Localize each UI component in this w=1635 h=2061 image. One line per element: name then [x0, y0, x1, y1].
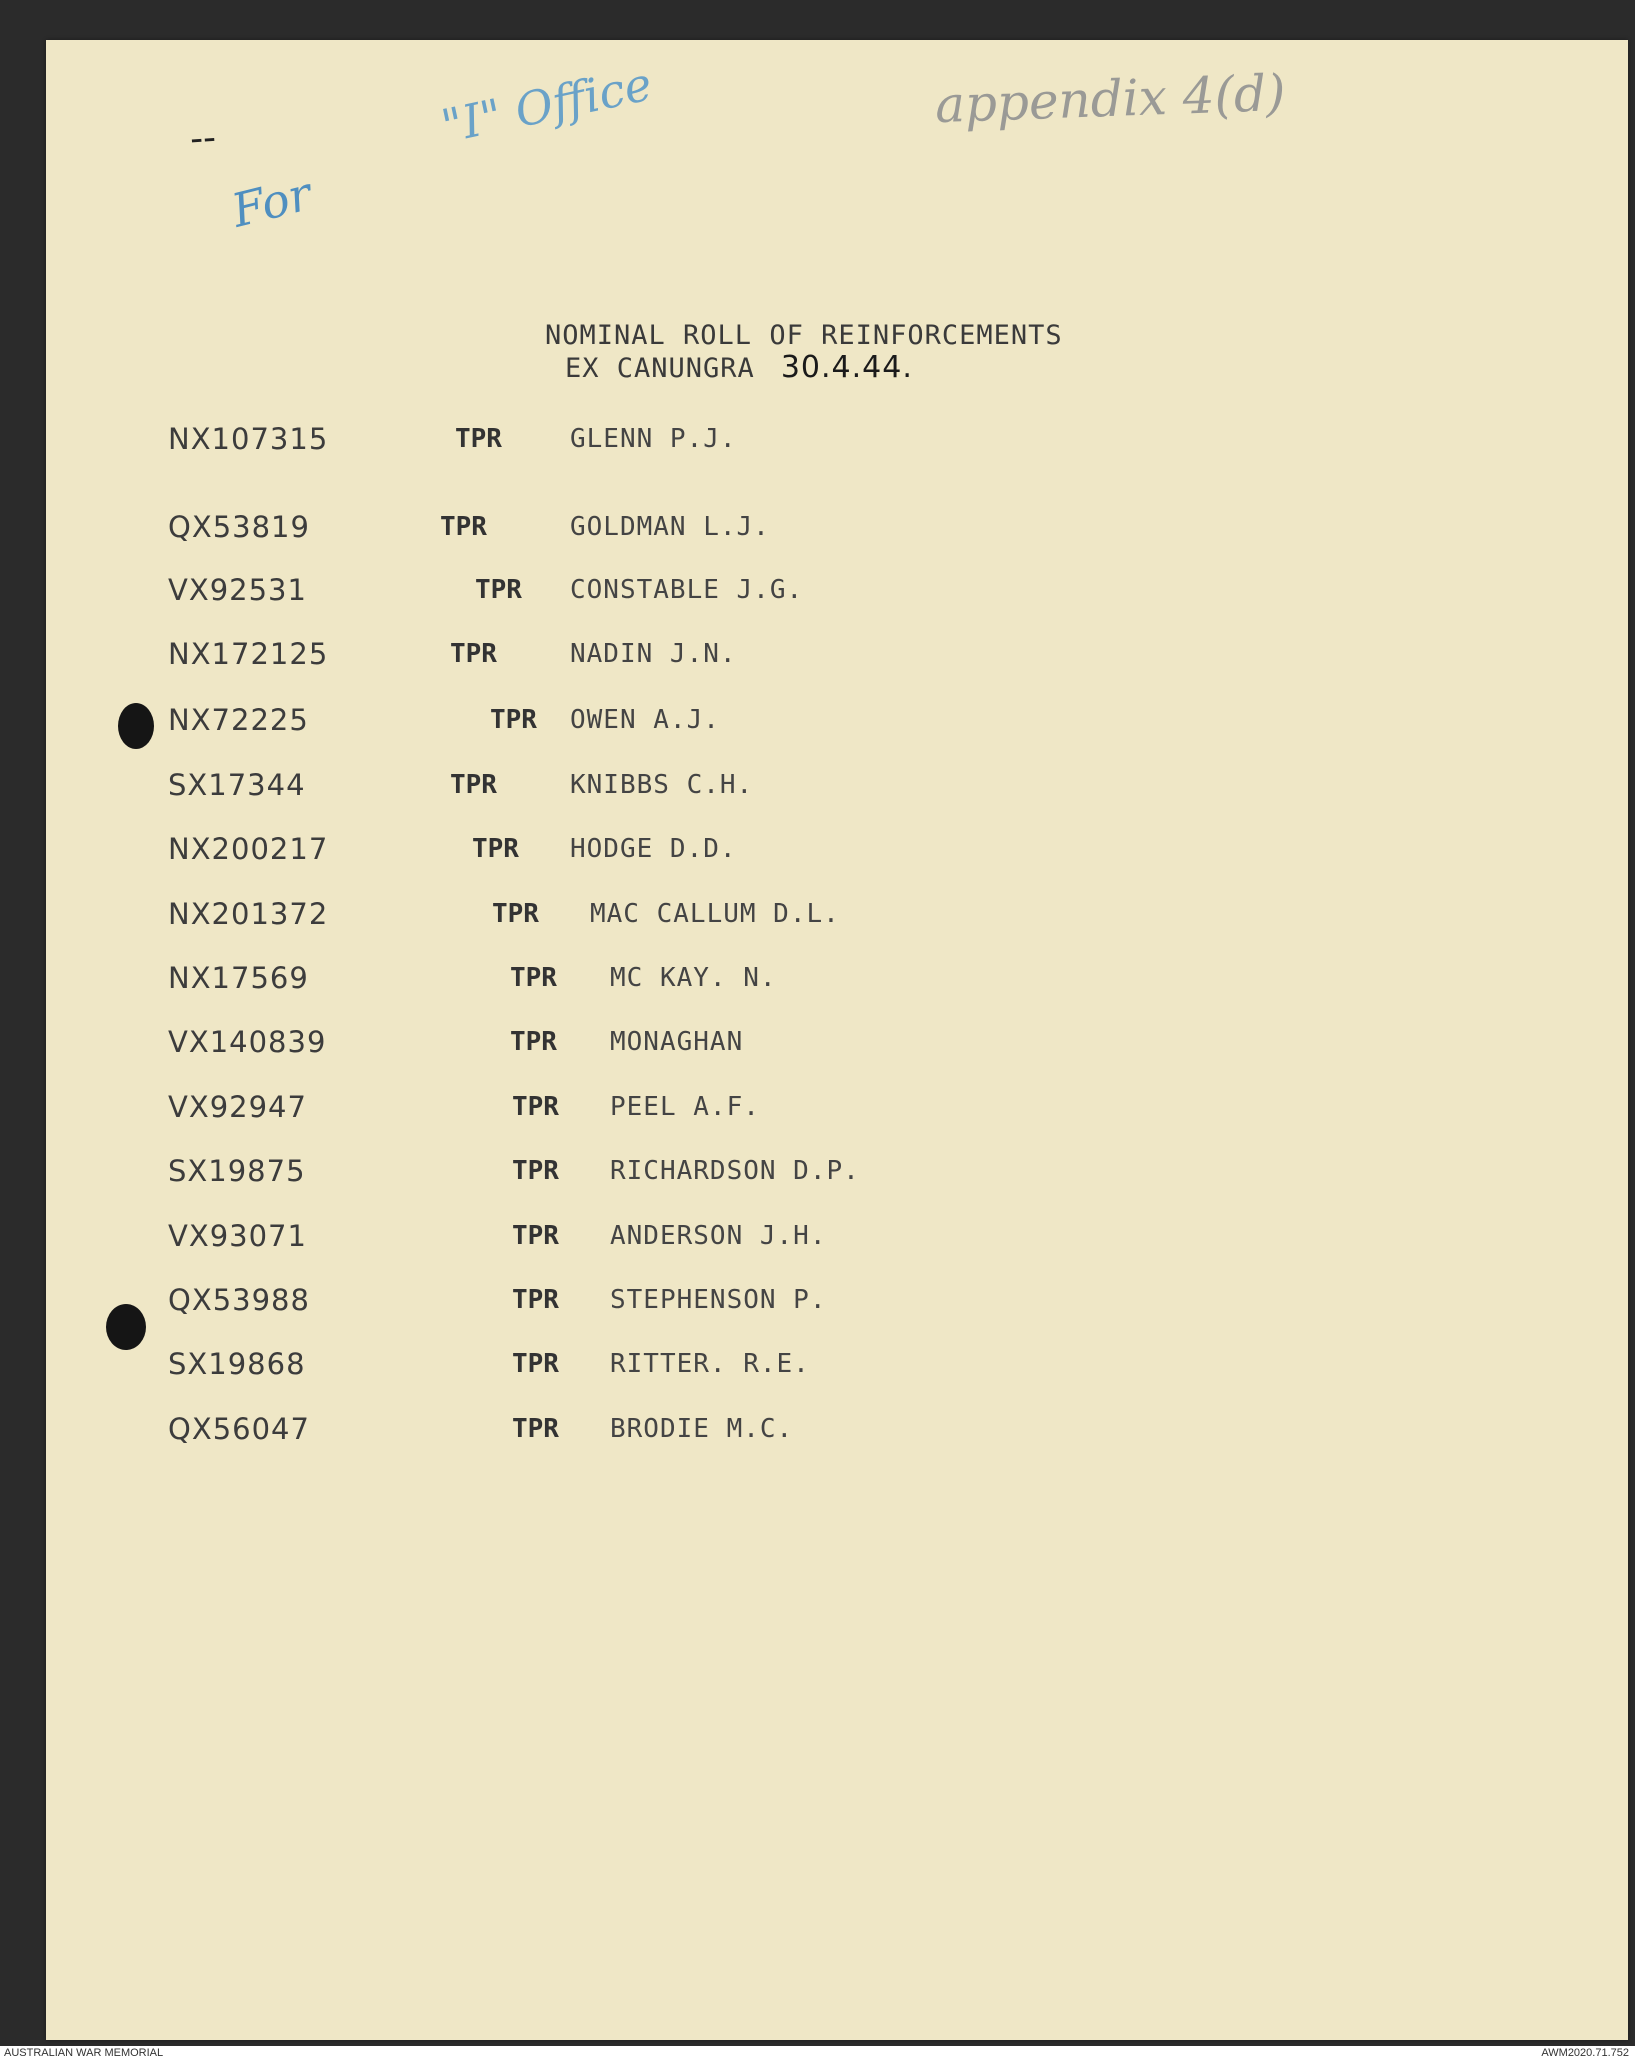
- service-number: NX17569: [168, 961, 309, 995]
- rank: TPR: [512, 1156, 559, 1186]
- soldier-name: HODGE D.D.: [570, 834, 737, 864]
- title-line-1: NOMINAL ROLL OF REINFORCEMENTS: [545, 320, 1063, 351]
- rank: TPR: [440, 512, 487, 542]
- service-number: NX107315: [168, 422, 329, 456]
- rank: TPR: [512, 1092, 559, 1122]
- service-number: QX53988: [168, 1283, 310, 1317]
- punch-hole-top: [118, 703, 154, 749]
- service-number: VX93071: [168, 1219, 307, 1253]
- office-annotation: "I" Office: [436, 56, 657, 154]
- footer-bar: [0, 2046, 1635, 2061]
- rank: TPR: [475, 575, 522, 605]
- soldier-name: RICHARDSON D.P.: [610, 1156, 860, 1186]
- service-number: VX92531: [168, 573, 307, 607]
- soldier-name: ANDERSON J.H.: [610, 1221, 827, 1251]
- rank: TPR: [510, 963, 557, 993]
- soldier-name: GLENN P.J.: [570, 424, 737, 454]
- soldier-name: GOLDMAN L.J.: [570, 512, 770, 542]
- rank: TPR: [450, 770, 497, 800]
- service-number: QX56047: [168, 1412, 310, 1446]
- soldier-name: CONSTABLE J.G.: [570, 575, 804, 605]
- soldier-name: STEPHENSON P.: [610, 1285, 827, 1315]
- title-line-2: [545, 352, 1063, 385]
- rank: TPR: [512, 1285, 559, 1315]
- rank: TPR: [510, 1027, 557, 1057]
- title-date: 30.4.44.: [780, 350, 913, 385]
- service-number: NX72225: [168, 703, 309, 737]
- soldier-name: MONAGHAN: [610, 1027, 744, 1057]
- service-number: SX19875: [168, 1154, 306, 1188]
- rank: TPR: [450, 639, 497, 669]
- appendix-annotation: appendix 4(d): [934, 63, 1287, 135]
- soldier-name: MAC CALLUM D.L.: [590, 899, 840, 929]
- rank: TPR: [512, 1221, 559, 1251]
- service-number: NX172125: [168, 637, 329, 671]
- footer-credit: AUSTRALIAN WAR MEMORIAL: [4, 2047, 164, 2059]
- service-number: NX201372: [168, 897, 329, 931]
- rank: TPR: [492, 899, 539, 929]
- rank: TPR: [472, 834, 519, 864]
- service-number: VX92947: [168, 1090, 307, 1124]
- service-number: SX17344: [168, 768, 306, 802]
- service-number: VX140839: [168, 1025, 327, 1059]
- service-number: NX200217: [168, 832, 329, 866]
- rank: TPR: [512, 1349, 559, 1379]
- soldier-name: KNIBBS C.H.: [570, 770, 754, 800]
- punch-hole-bottom: [106, 1304, 146, 1350]
- pencil-mark: --: [188, 117, 218, 160]
- soldier-name: PEEL A.F.: [610, 1092, 760, 1122]
- soldier-name: RITTER. R.E.: [610, 1349, 810, 1379]
- rank: TPR: [490, 705, 537, 735]
- document-title: [545, 320, 1063, 385]
- soldier-name: MC KAY. N.: [610, 963, 777, 993]
- title-location: EX CANUNGRA: [565, 353, 755, 384]
- service-number: SX19868: [168, 1347, 306, 1381]
- footer-accession: AWM2020.71.752: [1541, 2047, 1629, 2059]
- rank: TPR: [512, 1414, 559, 1444]
- service-number: QX53819: [168, 510, 310, 544]
- soldier-name: NADIN J.N.: [570, 639, 737, 669]
- soldier-name: OWEN A.J.: [570, 705, 720, 735]
- soldier-name: BRODIE M.C.: [610, 1414, 794, 1444]
- rank: TPR: [455, 424, 502, 454]
- for-annotation: For: [226, 166, 317, 238]
